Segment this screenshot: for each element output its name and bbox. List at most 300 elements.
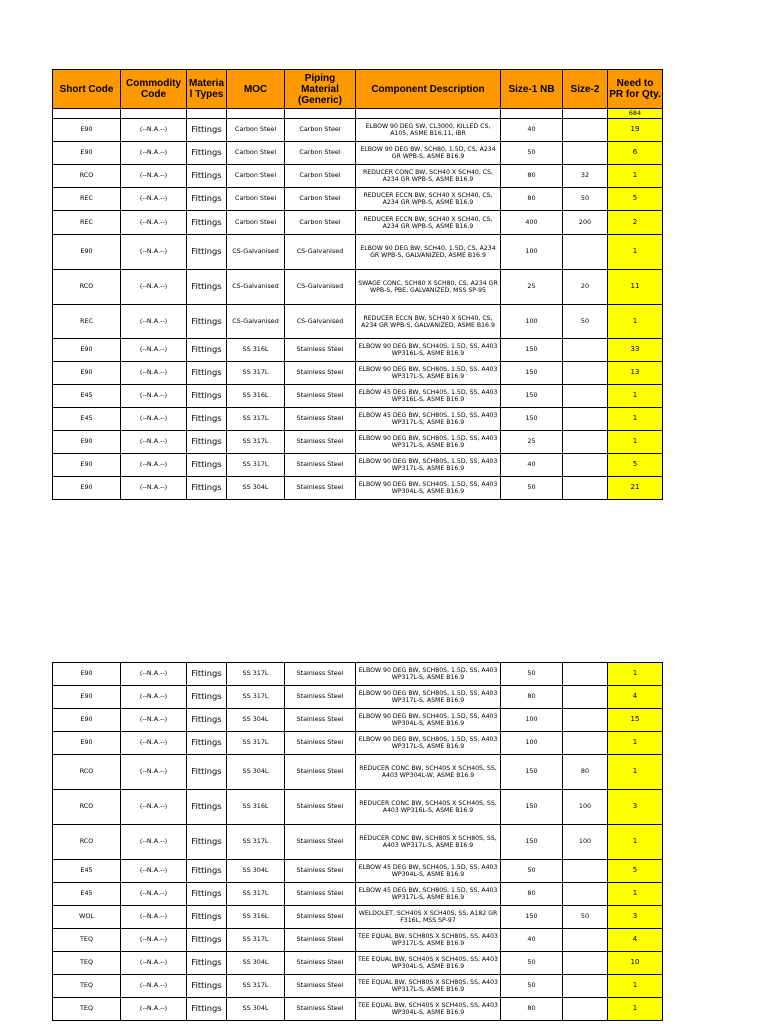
need-qty-cell: 1	[608, 165, 663, 188]
size-2-cell	[563, 431, 608, 454]
component-description-cell: ELBOW 90 DEG SW, CL3000, KILLED CS, A105, ASME B16.11, IBR	[356, 119, 501, 142]
component-description-cell: WELDOLET, SCH40S X SCH40S, SS, A182 GR F316L, MSS SP-97	[356, 906, 501, 929]
header-short-code: Short Code	[53, 70, 121, 109]
table-row	[53, 732, 663, 755]
empty-cell	[53, 109, 121, 119]
component-description-cell: ELBOW 90 DEG BW, SCH40S, 1.5D, SS, A403 WP316L-S, ASME B16.9	[356, 339, 501, 362]
piping-material-cell: Stainless Steel	[285, 929, 356, 952]
material-type-cell: Fittings	[187, 663, 227, 686]
short-code-cell: TEQ	[53, 975, 121, 998]
size-1-cell: 80	[501, 165, 563, 188]
size-2-cell: 100	[563, 825, 608, 860]
moc-cell: SS 317L	[227, 883, 285, 906]
moc-cell: SS 304L	[227, 755, 285, 790]
table-row	[53, 339, 663, 362]
commodity-code-cell: (--N.A.--)	[121, 235, 187, 270]
piping-material-cell: Stainless Steel	[285, 732, 356, 755]
table-row	[53, 998, 663, 1021]
material-type-cell: Fittings	[187, 709, 227, 732]
piping-material-cell: Stainless Steel	[285, 825, 356, 860]
total-row	[53, 109, 663, 119]
material-type-cell: Fittings	[187, 339, 227, 362]
need-qty-cell: 1	[608, 975, 663, 998]
need-qty-cell: 10	[608, 952, 663, 975]
short-code-cell: E90	[53, 709, 121, 732]
short-code-cell: E90	[53, 431, 121, 454]
component-description-cell: ELBOW 90 DEG BW, SCH80S, 1.5D, SS, A403 WP317L-S, ASME B16.9	[356, 454, 501, 477]
need-qty-cell: 1	[608, 825, 663, 860]
size-1-cell: 50	[501, 477, 563, 500]
need-qty-cell: 19	[608, 119, 663, 142]
header-commodity-code: Commodity Code	[121, 70, 187, 109]
moc-cell: SS 317L	[227, 686, 285, 709]
need-qty-cell: 3	[608, 906, 663, 929]
total-need-qty: 684	[608, 109, 663, 119]
moc-cell: Carbon Steel	[227, 142, 285, 165]
size-1-cell: 100	[501, 732, 563, 755]
short-code-cell: TEQ	[53, 998, 121, 1021]
size-1-cell: 40	[501, 929, 563, 952]
size-1-cell: 150	[501, 825, 563, 860]
short-code-cell: WOL	[53, 906, 121, 929]
size-1-cell: 150	[501, 755, 563, 790]
piping-material-cell: Stainless Steel	[285, 454, 356, 477]
short-code-cell: E90	[53, 119, 121, 142]
need-qty-cell: 1	[608, 431, 663, 454]
material-type-cell: Fittings	[187, 975, 227, 998]
material-type-cell: Fittings	[187, 362, 227, 385]
short-code-cell: E45	[53, 860, 121, 883]
moc-cell: SS 317L	[227, 431, 285, 454]
piping-material-cell: Stainless Steel	[285, 883, 356, 906]
commodity-code-cell: (--N.A.--)	[121, 477, 187, 500]
table-row	[53, 663, 663, 686]
header-size-1: Size-1 NB	[501, 70, 563, 109]
table-row	[53, 385, 663, 408]
commodity-code-cell: (--N.A.--)	[121, 270, 187, 305]
size-2-cell: 50	[563, 305, 608, 339]
commodity-code-cell: (--N.A.--)	[121, 998, 187, 1021]
size-2-cell	[563, 235, 608, 270]
material-type-cell: Fittings	[187, 270, 227, 305]
commodity-code-cell: (--N.A.--)	[121, 408, 187, 431]
commodity-code-cell: (--N.A.--)	[121, 305, 187, 339]
moc-cell: SS 316L	[227, 906, 285, 929]
size-2-cell	[563, 142, 608, 165]
size-1-cell: 50	[501, 663, 563, 686]
short-code-cell: E90	[53, 235, 121, 270]
piping-material-cell: Stainless Steel	[285, 998, 356, 1021]
commodity-code-cell: (--N.A.--)	[121, 431, 187, 454]
need-qty-cell: 1	[608, 408, 663, 431]
component-description-cell: ELBOW 90 DEG BW, SCH80, 1.5D, CS, A234 GR WPB-S, ASME B16.9	[356, 142, 501, 165]
size-1-cell: 150	[501, 790, 563, 825]
table-row	[53, 270, 663, 305]
component-description-cell: ELBOW 90 DEG BW, SCH80S, 1.5D, SS, A403 WP317L-S, ASME B16.9	[356, 663, 501, 686]
piping-material-cell: Carbon Steel	[285, 119, 356, 142]
piping-material-cell: Stainless Steel	[285, 906, 356, 929]
short-code-cell: E90	[53, 454, 121, 477]
need-qty-cell: 5	[608, 454, 663, 477]
piping-material-cell: Stainless Steel	[285, 362, 356, 385]
component-description-cell: ELBOW 90 DEG BW, SCH80S, 1.5D, SS, A403 WP317L-S, ASME B16.9	[356, 431, 501, 454]
material-type-cell: Fittings	[187, 860, 227, 883]
short-code-cell: E90	[53, 142, 121, 165]
size-1-cell: 80	[501, 883, 563, 906]
table-row	[53, 709, 663, 732]
piping-material-cell: Stainless Steel	[285, 975, 356, 998]
moc-cell: SS 304L	[227, 860, 285, 883]
size-1-cell: 50	[501, 952, 563, 975]
size-2-cell	[563, 339, 608, 362]
component-description-cell: ELBOW 45 DEG BW, SCH40S, 1.5D, SS, A403 WP316L-S, ASME B16.9	[356, 385, 501, 408]
material-type-cell: Fittings	[187, 825, 227, 860]
table-row	[53, 790, 663, 825]
component-description-cell: REDUCER CONC BW, SCH80S X SCH80S, SS, A403 WP317L-S, ASME B16.9	[356, 825, 501, 860]
table-row	[53, 825, 663, 860]
short-code-cell: RCO	[53, 790, 121, 825]
component-description-cell: REDUCER ECCN BW, SCH40 X SCH40, CS, A234 GR WPB-S, ASME B16.9	[356, 188, 501, 211]
commodity-code-cell: (--N.A.--)	[121, 755, 187, 790]
moc-cell: CS-Galvanised	[227, 305, 285, 339]
moc-cell: SS 317L	[227, 732, 285, 755]
size-2-cell	[563, 362, 608, 385]
piping-material-cell: Stainless Steel	[285, 790, 356, 825]
table-row	[53, 860, 663, 883]
size-2-cell	[563, 998, 608, 1021]
short-code-cell: TEQ	[53, 952, 121, 975]
commodity-code-cell: (--N.A.--)	[121, 790, 187, 825]
commodity-code-cell: (--N.A.--)	[121, 385, 187, 408]
component-description-cell: TEE EQUAL BW, SCH40S X SCH40S, SS, A403 WP304L-S, ASME B16.9	[356, 952, 501, 975]
size-2-cell: 50	[563, 906, 608, 929]
short-code-cell: E90	[53, 663, 121, 686]
size-1-cell: 80	[501, 998, 563, 1021]
component-description-cell: SWAGE CONC, SCH80 X SCH80, CS, A234 GR WPB-S, PBE, GALVANIZED, MSS SP-95	[356, 270, 501, 305]
commodity-code-cell: (--N.A.--)	[121, 883, 187, 906]
commodity-code-cell: (--N.A.--)	[121, 860, 187, 883]
size-1-cell: 25	[501, 431, 563, 454]
commodity-code-cell: (--N.A.--)	[121, 211, 187, 235]
size-2-cell: 20	[563, 270, 608, 305]
moc-cell: CS-Galvanised	[227, 270, 285, 305]
need-qty-cell: 1	[608, 732, 663, 755]
moc-cell: SS 304L	[227, 477, 285, 500]
component-description-cell: REDUCER CONC BW, SCH40S X SCH40S, SS, A403 WP316L-S, ASME B16.9	[356, 790, 501, 825]
short-code-cell: E45	[53, 385, 121, 408]
moc-cell: SS 316L	[227, 790, 285, 825]
table-row	[53, 883, 663, 906]
header-row	[53, 70, 663, 109]
moc-cell: SS 317L	[227, 454, 285, 477]
commodity-code-cell: (--N.A.--)	[121, 362, 187, 385]
piping-material-cell: Stainless Steel	[285, 755, 356, 790]
need-qty-cell: 6	[608, 142, 663, 165]
header-moc: MOC	[227, 70, 285, 109]
moc-cell: SS 304L	[227, 952, 285, 975]
table-row	[53, 211, 663, 235]
size-2-cell	[563, 732, 608, 755]
component-description-cell: ELBOW 90 DEG BW, SCH40S, 1.5D, SS, A403 WP304L-S, ASME B16.9	[356, 709, 501, 732]
component-description-cell: ELBOW 90 DEG BW, SCH80S, 1.5D, SS, A403 WP317L-S, ASME B16.9	[356, 732, 501, 755]
piping-material-cell: Carbon Steel	[285, 188, 356, 211]
piping-material-cell: Stainless Steel	[285, 686, 356, 709]
component-description-cell: ELBOW 90 DEG BW, SCH40, 1.5D, CS, A234 GR WPB-S, GALVANIZED, ASME B16.9	[356, 235, 501, 270]
commodity-code-cell: (--N.A.--)	[121, 663, 187, 686]
moc-cell: Carbon Steel	[227, 188, 285, 211]
need-qty-cell: 1	[608, 305, 663, 339]
commodity-code-cell: (--N.A.--)	[121, 825, 187, 860]
size-1-cell: 150	[501, 385, 563, 408]
component-description-cell: REDUCER CONC BW, SCH40S X SCH40S, SS, A403 WP304L-W, ASME B16.9	[356, 755, 501, 790]
size-2-cell	[563, 477, 608, 500]
table-row	[53, 477, 663, 500]
size-2-cell: 50	[563, 188, 608, 211]
short-code-cell: E90	[53, 362, 121, 385]
size-1-cell: 40	[501, 454, 563, 477]
need-qty-cell: 1	[608, 883, 663, 906]
component-description-cell: ELBOW 45 DEG BW, SCH80S, 1.5D, SS, A403 WP317L-S, ASME B16.9	[356, 883, 501, 906]
piping-material-cell: Stainless Steel	[285, 952, 356, 975]
size-1-cell: 150	[501, 362, 563, 385]
moc-cell: SS 317L	[227, 975, 285, 998]
size-2-cell	[563, 454, 608, 477]
size-1-cell: 50	[501, 860, 563, 883]
commodity-code-cell: (--N.A.--)	[121, 732, 187, 755]
need-qty-cell: 1	[608, 998, 663, 1021]
piping-material-cell: Stainless Steel	[285, 385, 356, 408]
empty-cell	[563, 109, 608, 119]
size-1-cell: 150	[501, 906, 563, 929]
size-1-cell: 100	[501, 305, 563, 339]
size-2-cell: 80	[563, 755, 608, 790]
piping-material-cell: Carbon Steel	[285, 142, 356, 165]
need-qty-cell: 33	[608, 339, 663, 362]
commodity-code-cell: (--N.A.--)	[121, 975, 187, 998]
moc-cell: CS-Galvanised	[227, 235, 285, 270]
size-1-cell: 50	[501, 142, 563, 165]
size-2-cell	[563, 952, 608, 975]
size-2-cell	[563, 385, 608, 408]
short-code-cell: E45	[53, 408, 121, 431]
moc-cell: Carbon Steel	[227, 165, 285, 188]
size-1-cell: 50	[501, 975, 563, 998]
size-2-cell: 200	[563, 211, 608, 235]
material-type-cell: Fittings	[187, 929, 227, 952]
header-material-types: Materia l Types	[187, 70, 227, 109]
moc-cell: SS 317L	[227, 362, 285, 385]
commodity-code-cell: (--N.A.--)	[121, 165, 187, 188]
need-qty-cell: 15	[608, 709, 663, 732]
components-table-bottom	[52, 662, 663, 1021]
size-1-cell: 150	[501, 339, 563, 362]
size-1-cell: 25	[501, 270, 563, 305]
material-type-cell: Fittings	[187, 235, 227, 270]
size-1-cell: 400	[501, 211, 563, 235]
short-code-cell: REC	[53, 211, 121, 235]
empty-cell	[227, 109, 285, 119]
moc-cell: SS 316L	[227, 339, 285, 362]
moc-cell: SS 316L	[227, 385, 285, 408]
size-2-cell	[563, 686, 608, 709]
empty-cell	[187, 109, 227, 119]
moc-cell: Carbon Steel	[227, 211, 285, 235]
component-description-cell: TEE EQUAL BW, SCH40S X SCH40S, SS, A403 WP304L-S, ASME B16.9	[356, 998, 501, 1021]
need-qty-cell: 1	[608, 385, 663, 408]
material-type-cell: Fittings	[187, 477, 227, 500]
size-1-cell: 80	[501, 686, 563, 709]
component-description-cell: REDUCER ECCN BW, SCH40 X SCH40, CS, A234 GR WPB-S, GALVANIZED, ASME B16.9	[356, 305, 501, 339]
size-2-cell: 32	[563, 165, 608, 188]
moc-cell: SS 317L	[227, 825, 285, 860]
commodity-code-cell: (--N.A.--)	[121, 686, 187, 709]
component-description-cell: ELBOW 90 DEG BW, SCH80S, 1.5D, SS, A403 WP317L-S, ASME B16.9	[356, 362, 501, 385]
material-type-cell: Fittings	[187, 119, 227, 142]
material-type-cell: Fittings	[187, 431, 227, 454]
piping-material-cell: CS-Galvanised	[285, 305, 356, 339]
material-type-cell: Fittings	[187, 732, 227, 755]
size-2-cell	[563, 929, 608, 952]
size-1-cell: 40	[501, 119, 563, 142]
piping-material-cell: Stainless Steel	[285, 663, 356, 686]
size-2-cell: 100	[563, 790, 608, 825]
size-1-cell: 150	[501, 408, 563, 431]
piping-material-cell: Stainless Steel	[285, 709, 356, 732]
short-code-cell: REC	[53, 305, 121, 339]
commodity-code-cell: (--N.A.--)	[121, 906, 187, 929]
component-description-cell: REDUCER CONC BW, SCH40 X SCH40, CS, A234 GR WPB-S, ASME B16.9	[356, 165, 501, 188]
piping-material-cell: CS-Galvanised	[285, 235, 356, 270]
short-code-cell: RCO	[53, 165, 121, 188]
table-row	[53, 305, 663, 339]
table-row	[53, 188, 663, 211]
table-row	[53, 454, 663, 477]
size-2-cell	[563, 408, 608, 431]
size-1-cell: 100	[501, 235, 563, 270]
component-description-cell: TEE EQUAL BW, SCH80S X SCH80S, SS, A403 WP317L-S, ASME B16.9	[356, 975, 501, 998]
table-row	[53, 362, 663, 385]
moc-cell: SS 304L	[227, 709, 285, 732]
material-type-cell: Fittings	[187, 385, 227, 408]
piping-material-cell: Carbon Steel	[285, 165, 356, 188]
component-description-cell: ELBOW 90 DEG BW, SCH80S, 1.5D, SS, A403 WP317L-S, ASME B16.9	[356, 686, 501, 709]
short-code-cell: E90	[53, 732, 121, 755]
size-1-cell: 100	[501, 709, 563, 732]
material-type-cell: Fittings	[187, 952, 227, 975]
material-type-cell: Fittings	[187, 686, 227, 709]
size-2-cell	[563, 709, 608, 732]
table-row	[53, 119, 663, 142]
short-code-cell: E90	[53, 686, 121, 709]
empty-cell	[501, 109, 563, 119]
short-code-cell: E45	[53, 883, 121, 906]
component-description-cell: ELBOW 45 DEG BW, SCH80S, 1.5D, SS, A403 WP317L-S, ASME B16.9	[356, 408, 501, 431]
need-qty-cell: 1	[608, 755, 663, 790]
piping-material-cell: Stainless Steel	[285, 408, 356, 431]
material-type-cell: Fittings	[187, 408, 227, 431]
size-2-cell	[563, 119, 608, 142]
moc-cell: SS 304L	[227, 998, 285, 1021]
commodity-code-cell: (--N.A.--)	[121, 929, 187, 952]
commodity-code-cell: (--N.A.--)	[121, 119, 187, 142]
material-type-cell: Fittings	[187, 165, 227, 188]
material-type-cell: Fittings	[187, 211, 227, 235]
material-type-cell: Fittings	[187, 998, 227, 1021]
component-description-cell: ELBOW 90 DEG BW, SCH40S, 1.5D, SS, A403 WP304L-S, ASME B16.9	[356, 477, 501, 500]
table-row	[53, 906, 663, 929]
moc-cell: SS 317L	[227, 929, 285, 952]
size-2-cell	[563, 975, 608, 998]
short-code-cell: TEQ	[53, 929, 121, 952]
commodity-code-cell: (--N.A.--)	[121, 454, 187, 477]
empty-cell	[285, 109, 356, 119]
material-type-cell: Fittings	[187, 142, 227, 165]
piping-material-cell: Stainless Steel	[285, 339, 356, 362]
need-qty-cell: 4	[608, 686, 663, 709]
table-row	[53, 686, 663, 709]
component-description-cell: TEE EQUAL BW, SCH80S X SCH80S, SS, A403 WP317L-S, ASME B16.9	[356, 929, 501, 952]
header-need-qty: Need to PR for Qty.	[608, 70, 663, 109]
moc-cell: SS 317L	[227, 408, 285, 431]
material-type-cell: Fittings	[187, 906, 227, 929]
table-row	[53, 142, 663, 165]
piping-material-cell: Carbon Steel	[285, 211, 356, 235]
size-2-cell	[563, 860, 608, 883]
need-qty-cell: 13	[608, 362, 663, 385]
material-type-cell: Fittings	[187, 454, 227, 477]
short-code-cell: RCO	[53, 270, 121, 305]
piping-material-cell: CS-Galvanised	[285, 270, 356, 305]
short-code-cell: RCO	[53, 755, 121, 790]
moc-cell: Carbon Steel	[227, 119, 285, 142]
table-row	[53, 952, 663, 975]
size-1-cell: 80	[501, 188, 563, 211]
need-qty-cell: 1	[608, 235, 663, 270]
component-description-cell: ELBOW 45 DEG BW, SCH40S, 1.5D, SS, A403 WP304L-S, ASME B16.9	[356, 860, 501, 883]
table-row	[53, 929, 663, 952]
commodity-code-cell: (--N.A.--)	[121, 188, 187, 211]
short-code-cell: REC	[53, 188, 121, 211]
header-size-2: Size-2	[563, 70, 608, 109]
commodity-code-cell: (--N.A.--)	[121, 142, 187, 165]
material-type-cell: Fittings	[187, 755, 227, 790]
need-qty-cell: 1	[608, 663, 663, 686]
material-type-cell: Fittings	[187, 305, 227, 339]
size-2-cell	[563, 663, 608, 686]
header-component-description: Component Description	[356, 70, 501, 109]
piping-material-cell: Stainless Steel	[285, 477, 356, 500]
need-qty-cell: 2	[608, 211, 663, 235]
need-qty-cell: 5	[608, 188, 663, 211]
commodity-code-cell: (--N.A.--)	[121, 339, 187, 362]
components-table-top	[52, 69, 663, 500]
need-qty-cell: 4	[608, 929, 663, 952]
need-qty-cell: 3	[608, 790, 663, 825]
piping-material-cell: Stainless Steel	[285, 431, 356, 454]
short-code-cell: E90	[53, 477, 121, 500]
table-row	[53, 431, 663, 454]
header-piping-material: Piping Material (Generic)	[285, 70, 356, 109]
material-type-cell: Fittings	[187, 188, 227, 211]
short-code-cell: E90	[53, 339, 121, 362]
component-description-cell: REDUCER ECCN BW, SCH40 X SCH40, CS, A234 GR WPB-S, ASME B16.9	[356, 211, 501, 235]
need-qty-cell: 11	[608, 270, 663, 305]
commodity-code-cell: (--N.A.--)	[121, 709, 187, 732]
short-code-cell: RCO	[53, 825, 121, 860]
size-2-cell	[563, 883, 608, 906]
moc-cell: SS 317L	[227, 663, 285, 686]
table-row	[53, 235, 663, 270]
